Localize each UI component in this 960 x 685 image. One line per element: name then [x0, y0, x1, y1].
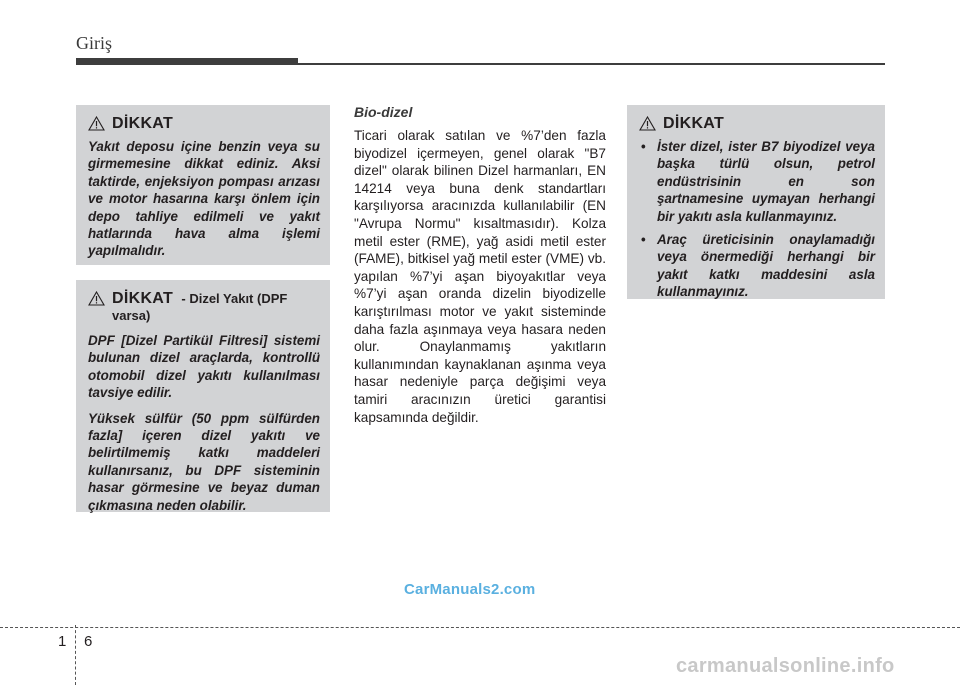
- caution-title-suffix: - Dizel Yakıt (DPF varsa): [112, 291, 288, 323]
- watermark-link[interactable]: CarManuals2.com: [404, 581, 536, 598]
- caution-title-text: DİKKAT: [663, 115, 725, 132]
- section-heading: Bio-dizel: [354, 104, 413, 120]
- section-body: Ticari olarak satılan ve %7’den fazla biyodizel içermeyen, genel olarak "B7 dizel" olarak bilinen Dizel harmanları, EN 14214 veya buna denk standartları karşılıyorsa aracınızda kullanılabilir (EN "Avrupa Normu" kısaltmasıdır). Kolza metil ester (RME), yağ asidi metil ester (FAME), bitkisel yağ metil ester (VME) vb. yapılan %7’yi aşan biyoyakıtlar veya %7’yi aşan oranda dizelin biyodizelle karıştırılması motor ve yakıt sisteminde daha fazla aşınmaya veya hasara neden olur. Onaylanmamış yakıtların kullanımından kaynaklanan aşınma veya hasar nedeniyle parça değişimi veya tamiri aracınızın üretici garantisi kapsamında değildir.: [354, 128, 606, 425]
- header-rule-thin: [76, 63, 885, 65]
- caution-title-text: DİKKAT: [112, 290, 174, 307]
- chapter-number: 1: [58, 633, 67, 650]
- page-title: Giriş: [76, 33, 112, 53]
- page-number: 6: [84, 633, 93, 650]
- caution-title: [88, 290, 320, 324]
- footer-divider-vertical: [75, 625, 76, 685]
- warning-triangle-icon: [88, 291, 105, 306]
- caution-title: [88, 115, 320, 133]
- caution-title-text: DİKKAT: [112, 115, 174, 132]
- list-item: • İster dizel, ister B7 biyodizel veya başka türlü olsun, petrol endüstrisinin en son şartnamesine uymayan herhangi bir yakıtı asla kullanmayınız.: [639, 138, 875, 225]
- caution-title-group: [112, 290, 320, 324]
- caution-text: Yakıt deposu içine benzin veya su girmemesine dikkat ediniz. Aksi taktirde, enjeksiyon pompası arızası ve motor hasarına karşı önlem için depo tahliye edilmeli ve yakıt hatlarında hava alma işlemi yapılmalıdır.: [88, 139, 320, 259]
- caution-title: [639, 115, 875, 133]
- warning-triangle-icon: [88, 116, 105, 131]
- warning-triangle-icon: [639, 116, 656, 131]
- footer-divider-horizontal: [0, 627, 960, 628]
- caution-box-fuel-contamination: [76, 105, 330, 265]
- caution-paragraph-dpf: DPF [Dizel Partikül Filtresi] sistemi bulunan dizel araçlarda, kontrollü otomobil dizel yakıtı kullanılması tavsiye edilir.: [88, 333, 320, 401]
- caution-box-diesel-dpf: [76, 280, 330, 512]
- caution-box-fuel-spec: [627, 105, 885, 299]
- caution-bullet-list: [639, 138, 875, 301]
- biodiesel-section: [354, 104, 606, 426]
- watermark-text: carmanualsonline.info: [676, 655, 895, 677]
- caution-paragraph-sulfur: Yüksek sülfür (50 ppm sülfürden fazla] içeren dizel yakıtı ve belirtilmemiş katkı maddeleri kullanırsanız, bu DPF sisteminin hasar görmesine ve beyaz duman çıkmasına neden olabilir.: [88, 410, 320, 513]
- list-item: • Araç üreticisinin onaylamadığı veya önermediği herhangi bir yakıt katkı maddesini asla kullanmayınız.: [639, 231, 875, 301]
